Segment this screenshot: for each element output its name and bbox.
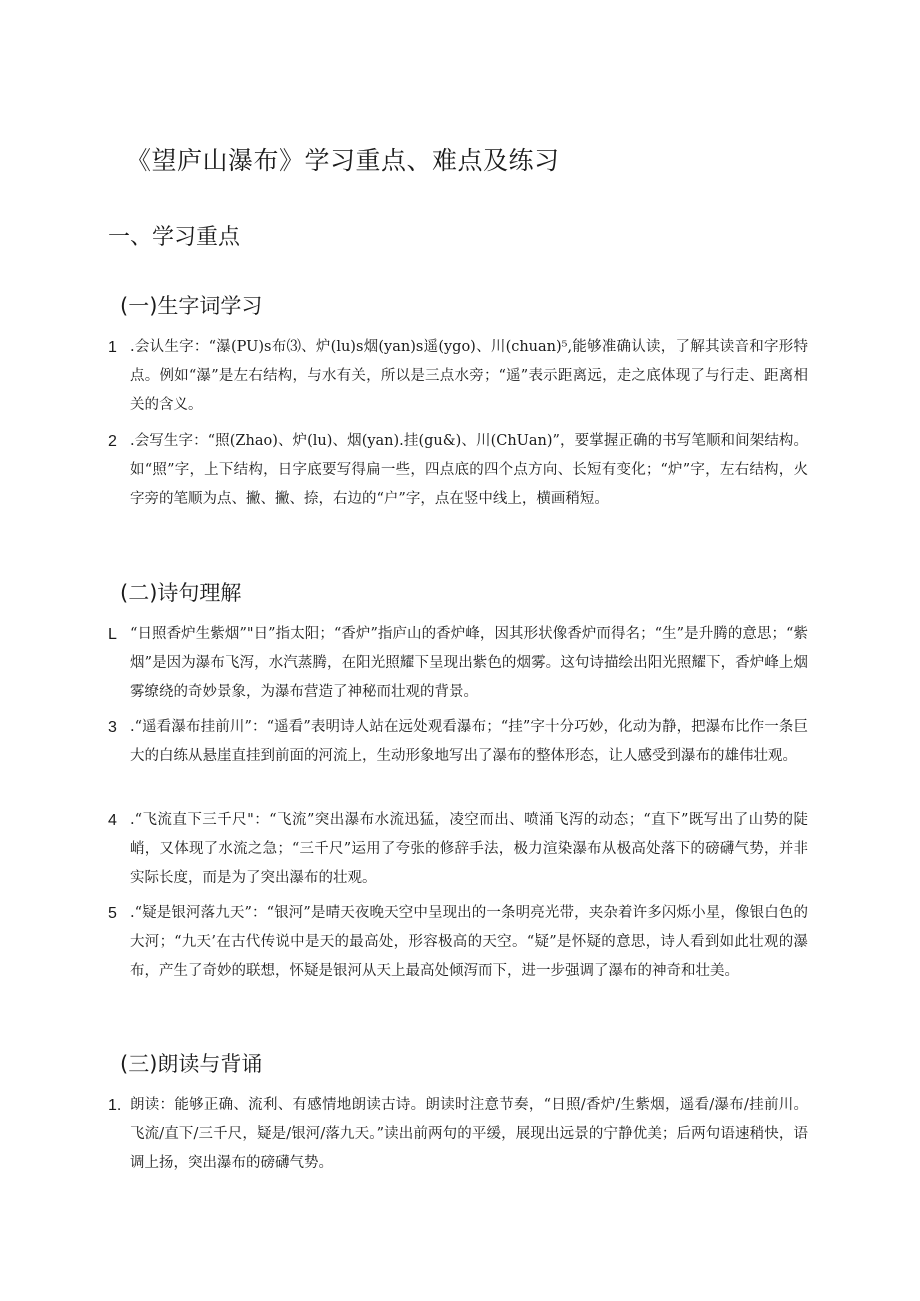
item-number: 1. (108, 1097, 122, 1114)
item-text: .“飞流直下三千尺"：“飞流”突出瀑布水流迅猛，凌空而出、喷涌飞泻的动态；“直下”既写出了山势的陡峭，又体现了水流之急；“三千尺”运用了夸张的修辞手法，极力渲染瀑布从极高处落下的磅礴气势，并非实际长度，而是为了突出瀑布的壮观。 (130, 812, 808, 886)
section-heading-learning-focus: 一、学习重点 (108, 225, 241, 250)
document-title: 《望庐山瀑布》学习重点、难点及练习 (126, 146, 560, 175)
item-text: .会认生字：“瀑(PU)s布⑶、炉(lu)s烟(yan)s遥(ygo)、川(chuan)⁵,能够准确认读，了解其读音和字形特点。例如“瀑”是左右结构，与水有关，所以是三点水旁；“遥”表示距离远，走之底体现了与行走、距离相关的含义。 (130, 339, 808, 413)
list-item (108, 806, 808, 893)
item-number: 5 (108, 905, 117, 922)
list-item (108, 1091, 808, 1178)
item-number: 3 (108, 719, 117, 736)
item-number: 4 (108, 812, 117, 829)
item-text: “日照香炉生紫烟”"日”指太阳；“香炉”指庐山的香炉峰，因其形状像香炉而得名；“生”是升腾的意思；“紫烟”是因为瀑布飞泻，水汽蒸腾，在阳光照耀下呈现出紫色的烟雾。这句诗描绘出阳光照耀下，香炉峰上烟雾缭绕的奇妙景象，为瀑布营造了神秘而壮观的背景。 (130, 626, 808, 700)
list-item (108, 713, 808, 771)
subsection-heading-poem-understanding: (二)诗句理解 (120, 581, 242, 605)
item-number: 2 (108, 433, 117, 450)
list-item (108, 899, 808, 986)
item-text: 朗读：能够正确、流利、有感情地朗读古诗。朗读时注意节奏，“日照/香炉/生紫烟，遥看/瀑布/挂前川。飞流/直下/三千尺，疑是/银河/落九天。”读出前两句的平缓，展现出远景的宁静优美；后两句语速稍快，语调上扬，突出瀑布的磅礴气势。 (130, 1097, 808, 1171)
list-item (108, 427, 808, 514)
item-text: .“疑是银河落九天”：“银河”是晴天夜晚天空中呈现出的一条明亮光带，夹杂着许多闪烁小星，像银白色的大河；“九天’在古代传说中是天的最高处，形容极高的天空。“疑”是怀疑的意思，诗人看到如此壮观的瀑布，产生了奇妙的联想，怀疑是银河从天上最高处倾泻而下，进一步强调了瀑布的神奇和壮美。 (130, 905, 808, 979)
item-number: L (108, 626, 117, 643)
list-item (108, 333, 808, 420)
item-text: .“遥看瀑布挂前川”：“遥看”表明诗人站在远处观看瀑布；“挂”字十分巧妙，化动为静，把瀑布比作一条巨大的白练从悬崖直挂到前面的河流上，生动形象地写出了瀑布的整体形态，让人感受到瀑布的雄伟壮观。 (130, 719, 808, 764)
list-item (108, 620, 808, 707)
subsection-heading-vocabulary: (一)生字词学习 (120, 294, 263, 318)
item-number: 1 (108, 339, 117, 356)
item-text: .会写生字：“照(Zhao)、炉(lu)、烟(yan).挂(gu&)、川(ChUan)”，要掌握正确的书写笔顺和间架结构。如“照”字，上下结构，日字底要写得扁一些，四点底的四个点方向、长短有变化；“炉”字，左右结构，火字旁的笔顺为点、撇、撇、捺，右边的“户”字，点在竖中线上，横画稍短。 (130, 433, 808, 507)
subsection-heading-reading-recitation: (三)朗读与背诵 (120, 1052, 263, 1076)
